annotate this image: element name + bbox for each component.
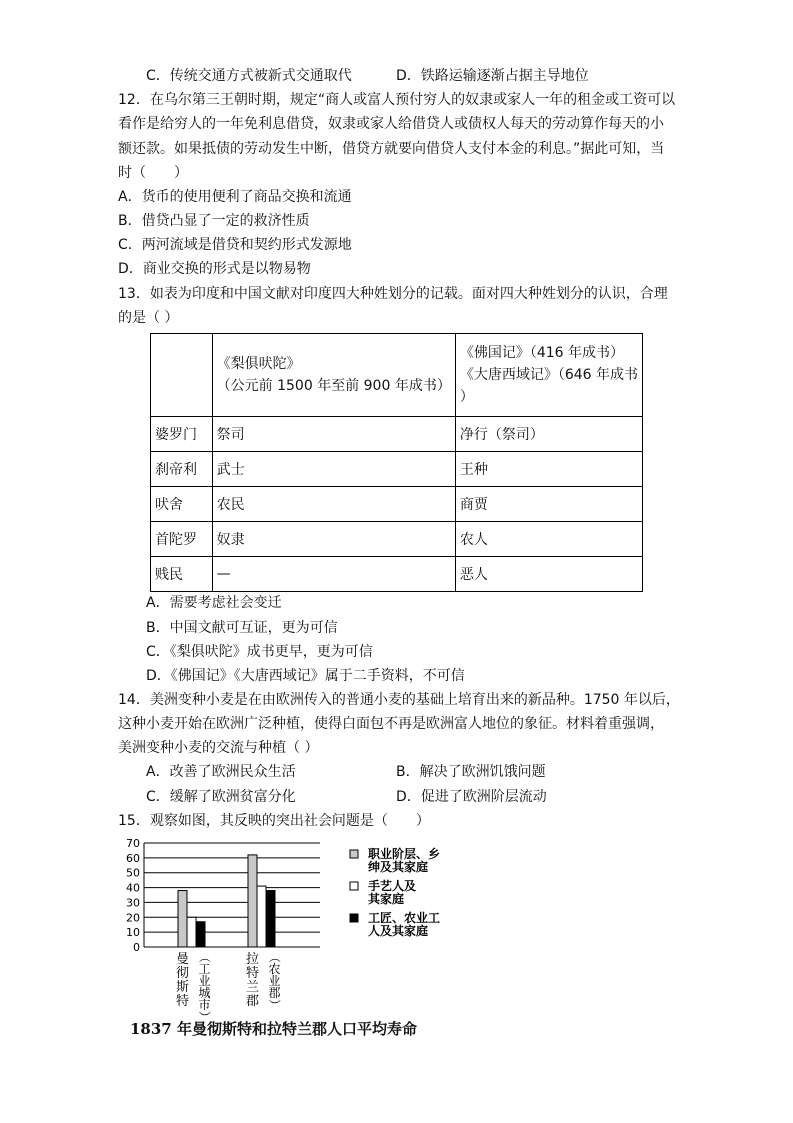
category-note xyxy=(198,951,212,1023)
q12-stem-line-3: 额还款。如果抵债的劳动发生中断，借贷方就要向借贷人支付本金的利息。”据此可知，当 xyxy=(118,141,665,157)
header-rigveda-title: 《梨俱吠陀》 xyxy=(216,356,301,372)
category-char: 兰 xyxy=(245,980,260,995)
bar xyxy=(178,891,187,947)
header-rigveda-date: （公元前 1500 年至前 900 年成书） xyxy=(216,378,451,394)
category-note-char: （ xyxy=(267,950,282,964)
table-cell: 王种 xyxy=(455,452,642,487)
q12-option-a: A．货币的使用便利了商品交换和流通 xyxy=(118,189,352,205)
category-char: 彻 xyxy=(175,966,190,981)
bar xyxy=(248,855,257,947)
table-cell: — xyxy=(212,557,455,592)
legend-label: 职业阶层、乡 xyxy=(368,847,441,861)
table-row xyxy=(151,522,643,557)
legend-label: 其家庭 xyxy=(368,892,405,906)
q12-stem-line-1: 12．在乌尔第三王朝时期，规定“商人或富人预付穷人的奴隶或家人一年的租金或工资可以 xyxy=(118,92,676,108)
legend-label: 人及其家庭 xyxy=(368,924,429,938)
q12-stem-line-2: 看作是给穷人的一年免利息借贷，奴隶或家人给借贷人或债权人每天的劳动算作每天的小 xyxy=(118,116,664,132)
table-cell: 首陀罗 xyxy=(151,522,213,557)
category-note-char: ） xyxy=(267,998,282,1012)
y-tick-label: 50 xyxy=(126,866,140,880)
category-label xyxy=(176,952,189,1009)
table-cell: 刹帝利 xyxy=(151,452,213,487)
table-cell: 贱民 xyxy=(151,557,213,592)
category-note-char: 城 xyxy=(198,986,211,1000)
table-cell: 商贾 xyxy=(455,487,642,522)
y-tick-label: 30 xyxy=(126,896,140,910)
table-cell: 农民 xyxy=(212,487,455,522)
category-note-char: 市 xyxy=(198,998,211,1012)
chart-caption: 1837 年曼彻斯特和拉特兰郡人口平均寿命 xyxy=(130,1020,417,1038)
q14-option-c: C．缓解了欧洲贫富分化 xyxy=(146,789,296,805)
y-tick-label: 60 xyxy=(126,851,140,865)
category-char: 特 xyxy=(175,994,190,1009)
chart-grid xyxy=(144,843,320,947)
q13-stem-line-1: 13．如表为印度和中国文献对印度四大种姓划分的记载。面对四大种姓划分的认识，合理 xyxy=(118,286,668,302)
y-tick-label: 20 xyxy=(126,911,140,925)
category-label xyxy=(246,951,259,1009)
table-row xyxy=(151,557,643,592)
category-char: 斯 xyxy=(175,980,190,995)
q14-stem-line-3: 美洲变种小麦的交流与种植（ ） xyxy=(118,740,319,756)
q13-stem-line-2: 的是（ ） xyxy=(118,310,179,326)
legend-swatch xyxy=(350,882,358,890)
q12-option-b: B．借贷凸显了一定的救济性质 xyxy=(118,213,310,229)
table-cell: 吠舍 xyxy=(151,487,213,522)
category-char: 郡 xyxy=(245,994,260,1009)
table-cell: 净行（祭司） xyxy=(455,417,642,452)
y-tick-label: 10 xyxy=(126,926,140,940)
table-cell: 恶人 xyxy=(455,557,642,592)
bar xyxy=(187,917,196,947)
q12-stem-line-4: 时（ ） xyxy=(118,165,188,181)
bar xyxy=(257,886,266,947)
category-note-char: （ xyxy=(197,950,212,964)
category-note xyxy=(268,951,282,1011)
q14-option-b: B．解决了欧洲饥饿问题 xyxy=(396,764,546,780)
bar xyxy=(266,891,275,947)
chart-category-labels xyxy=(176,951,282,1023)
chart-legend xyxy=(350,846,440,938)
table-cell: 农人 xyxy=(455,522,642,557)
q13-option-d: D．《佛国记》《大唐西域记》属于二手资料，不可信 xyxy=(146,668,465,684)
category-note-char: ） xyxy=(197,1010,212,1024)
table-row xyxy=(151,452,643,487)
category-note-char: 农 xyxy=(268,962,281,976)
q14-option-a: A．改善了欧洲民众生活 xyxy=(146,764,296,780)
table-cell: 武士 xyxy=(212,452,455,487)
table-cell: 祭司 xyxy=(212,417,455,452)
caste-table xyxy=(150,333,643,592)
header-datang: 《大唐西域记》（646 年成书 xyxy=(459,367,638,383)
q14-stem-line-1: 14．美洲变种小麦是在由欧洲传入的普通小麦的基础上培育出来的新品种。1750 年以后， xyxy=(118,692,680,708)
table-cell: 奴隶 xyxy=(212,522,455,557)
q13-option-c: C．《梨俱吠陀》成书更早，更为可信 xyxy=(146,644,373,660)
q13-option-a: A．需要考虑社会变迁 xyxy=(146,595,282,611)
legend-swatch xyxy=(350,850,358,858)
q11-option-c: C．传统交通方式被新式交通取代 xyxy=(146,68,352,84)
q15-stem: 15．观察如图，其反映的突出社会问题是（ ） xyxy=(118,813,430,829)
header-datang-tail: ） xyxy=(459,389,474,405)
q11-option-d: D．铁路运输逐渐占据主导地位 xyxy=(396,68,589,84)
legend-label: 工匠、农业工 xyxy=(368,911,441,925)
header-rigveda xyxy=(212,334,455,417)
table-row xyxy=(151,417,643,452)
chart-axes xyxy=(126,837,144,954)
table-row xyxy=(151,487,643,522)
category-char: 特 xyxy=(245,966,260,981)
header-empty-cell xyxy=(151,334,213,417)
category-note-char: 郡 xyxy=(268,986,281,1000)
category-note-char: 业 xyxy=(268,974,281,988)
header-foguoji: 《佛国记》（416 年成书） xyxy=(459,345,624,361)
y-tick-label: 0 xyxy=(133,941,140,954)
caste-table-header xyxy=(151,334,643,417)
bar xyxy=(196,922,205,947)
legend-swatch xyxy=(350,914,358,922)
q12-option-d: D．商业交换的形式是以物易物 xyxy=(118,261,311,277)
q14-option-d: D．促进了欧洲阶层流动 xyxy=(396,789,547,805)
legend-label: 绅及其家庭 xyxy=(368,860,429,874)
category-char: 曼 xyxy=(175,952,190,967)
q14-stem-line-2: 这种小麦开始在欧洲广泛种植，使得白面包不再是欧洲富人地位的象征。材料着重强调， xyxy=(118,716,664,732)
y-tick-label: 40 xyxy=(126,881,140,895)
table-cell: 婆罗门 xyxy=(151,417,213,452)
header-chinese-texts xyxy=(455,334,642,417)
category-char: 拉 xyxy=(245,952,260,967)
q12-option-c: C．两河流域是借贷和契约形式发源地 xyxy=(118,237,352,253)
life-expectancy-chart xyxy=(118,836,478,1024)
q13-option-b: B．中国文献可互证，更为可信 xyxy=(146,620,338,636)
category-note-char: 业 xyxy=(198,974,211,988)
y-tick-label: 70 xyxy=(126,837,140,850)
chart-bars xyxy=(178,855,275,947)
category-note-char: 工 xyxy=(198,962,211,976)
legend-label: 手艺人及 xyxy=(368,879,417,893)
